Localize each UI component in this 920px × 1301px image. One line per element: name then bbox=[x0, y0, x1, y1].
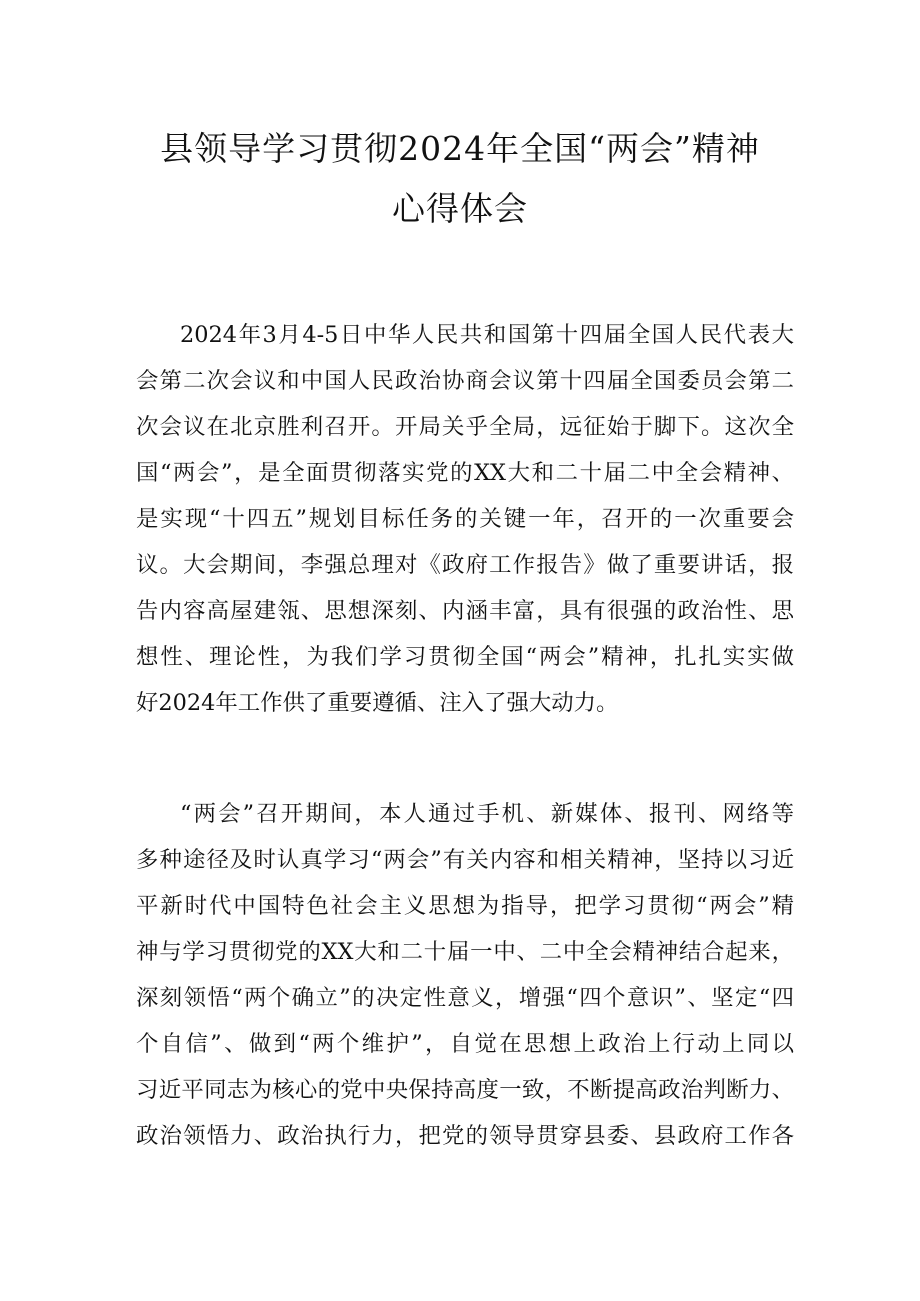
paragraph-1-line-4: 国“两会”，是全面贯彻落实党的XX大和二十届二中全会精神、 bbox=[136, 460, 794, 486]
document-title-line-2: 心得体会 bbox=[392, 189, 528, 228]
paragraph-2-line-3: 平新时代中国特色社会主义思想为指导，把学习贯彻“两会”精 bbox=[136, 893, 794, 919]
paragraph-2-line-2: 多种途径及时认真学习“两会”有关内容和相关精神，坚持以习近 bbox=[136, 847, 794, 873]
paragraph-1-line-3: 次会议在北京胜利召开。开局关乎全局，远征始于脚下。这次全 bbox=[136, 414, 794, 440]
paragraph-2-line-6: 个自信”、做到“两个维护”，自觉在思想上政治上行动上同以 bbox=[136, 1031, 794, 1057]
paragraph-1-line-9: 好2024年工作供了重要遵循、注入了强大动力。 bbox=[136, 690, 619, 716]
paragraph-2-line-1: “两会”召开期间，本人通过手机、新媒体、报刊、网络等 bbox=[180, 801, 794, 827]
paragraph-1-line-6: 议。大会期间，李强总理对《政府工作报告》做了重要讲话，报 bbox=[136, 552, 794, 578]
paragraph-1-line-1: 2024年3月4-5日中华人民共和国第十四届全国人民代表大 bbox=[180, 322, 794, 348]
paragraph-1-line-2: 会第二次会议和中国人民政治协商会议第十四届全国委员会第二 bbox=[136, 368, 794, 394]
paragraph-2-line-5: 深刻领悟“两个确立”的决定性意义，增强“四个意识”、坚定“四 bbox=[136, 985, 794, 1011]
paragraph-1-line-8: 想性、理论性，为我们学习贯彻全国“两会”精神，扎扎实实做 bbox=[136, 644, 794, 670]
paragraph-2-line-4: 神与学习贯彻党的XX大和二十届一中、二中全会精神结合起来， bbox=[136, 939, 794, 965]
paragraph-1-line-7: 告内容高屋建瓴、思想深刻、内涵丰富，具有很强的政治性、思 bbox=[136, 598, 794, 624]
paragraph-1-line-5: 是实现“十四五”规划目标任务的关键一年，召开的一次重要会 bbox=[136, 506, 794, 532]
paragraph-2-line-7: 习近平同志为核心的党中央保持高度一致，不断提高政治判断力、 bbox=[136, 1077, 794, 1103]
document-title-line-1: 县领导学习贯彻2024年全国“两会”精神 bbox=[160, 129, 760, 168]
paragraph-2-line-8: 政治领悟力、政治执行力，把党的领导贯穿县委、县政府工作各 bbox=[136, 1123, 794, 1149]
